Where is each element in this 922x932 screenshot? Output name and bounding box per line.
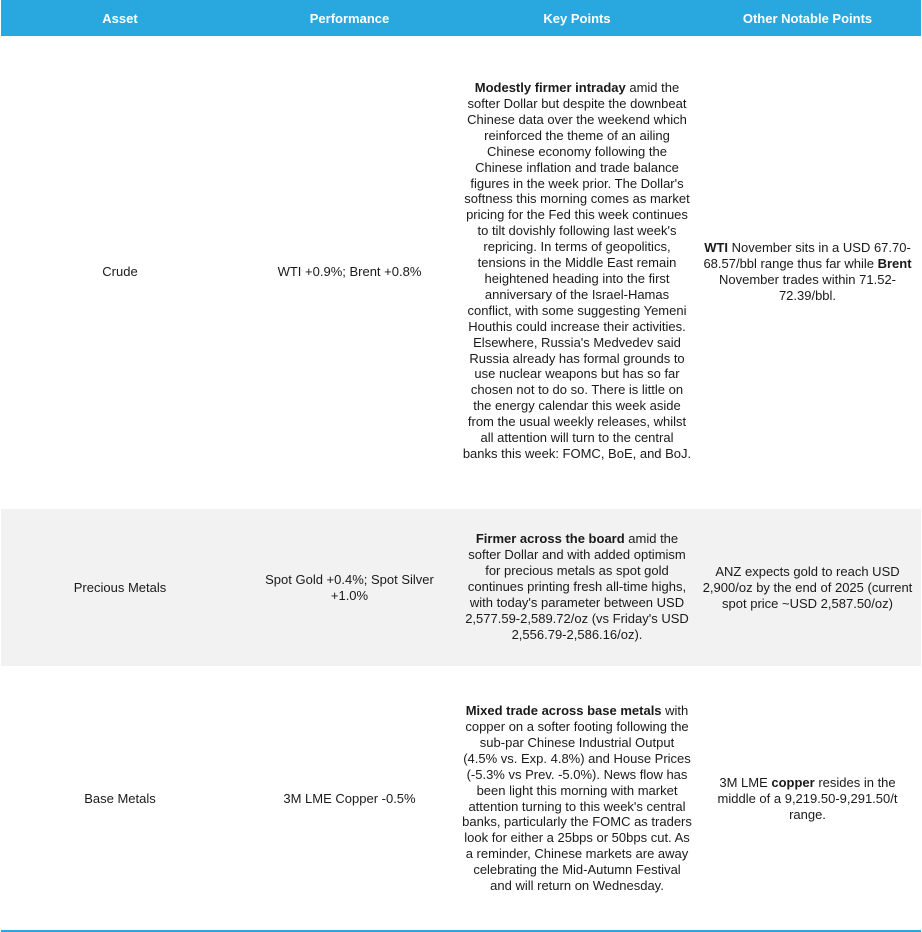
other-points-text: resides in the middle of a 9,219.50-9,291.50/t range.	[717, 775, 898, 822]
other-points-emphasis: WTI	[704, 239, 729, 255]
table-row-precious-metals	[1, 508, 921, 667]
table-row-crude	[1, 36, 921, 508]
other-points-emphasis: Brent	[877, 255, 912, 271]
other-points-emphasis: copper	[771, 775, 815, 790]
key-points-cell	[460, 667, 694, 931]
key-points-text: amid the softer Dollar but despite the downbeat Chinese data over the weekend which reinforced the theme of an ailing Chinese economy following the Chinese inflation and trade balance figures in the week prior. The Dollar's softness this morning comes as market pricing for the Fed this week continues to tilt dovishly following last week's repricing. In terms of geopolitics, tensions in the Middle East remain heightened heading into the first anniversary of the Israel-Hamas conflict, with some suggesting Yemeni Houthis could increase their activities. Elsewhere, Russia's Medvedev said Russia already has formal grounds to use nuclear weapons but has so far chosen not to do so. There is little on the energy calendar this week aside from the usual weekly releases, whilst all attention will turn to the central banks this week: FOMC, BoE, and BoJ.	[462, 80, 692, 461]
key-points-text: amid the softer Dollar and with added optimism for precious metals as spot gold continues printing fresh all-time highs, with today's parameter between USD 2,577.59-2,589.72/oz (vs Friday's USD 2,556.79-2,586.16/oz).	[465, 531, 689, 642]
table-row-base-metals	[1, 667, 921, 931]
asset-cell: Crude	[102, 263, 138, 279]
asset-cell: Base Metals	[1, 667, 239, 931]
performance-cell: 3M LME Copper -0.5%	[239, 667, 460, 931]
table-body	[1, 36, 921, 931]
key-points-text: with copper on a softer footing following the sub-par Chinese Industrial Output (4.5% vs. Exp. 4.8%) and House Prices (-5.3% vs Prev. -5.0%). News flow has been light this morning with market attention turning to this week's central banks, particularly the FOMC as traders look for either a 25bps or 50bps cut. As a reminder, Chinese markets are away celebrating the Mid-Autumn Festival and will return on Wednesday.	[462, 703, 692, 894]
key-points-cell	[460, 508, 694, 667]
key-points-lead: Mixed trade across base metals	[465, 703, 662, 719]
other-points-text: 3M LME	[719, 775, 772, 790]
other-points-cell: ANZ expects gold to reach USD 2,900/oz by the end of 2025 (current spot price ~USD 2,587.50/oz)	[694, 508, 921, 667]
table-header	[1, 0, 921, 36]
header-performance: Performance	[239, 0, 460, 36]
key-points-lead: Modestly firmer intraday	[474, 80, 626, 96]
key-points-lead: Firmer across the board	[475, 531, 625, 547]
other-points-text: November sits in a USD 67.70-68.57/bbl range thus far while	[703, 239, 911, 271]
commodities-table	[1, 0, 921, 932]
asset-cell: Precious Metals	[1, 508, 239, 667]
header-row	[1, 0, 921, 36]
header-key-points: Key Points	[460, 0, 694, 36]
header-asset: Asset	[1, 0, 239, 36]
other-points-text: November trades within 71.52-72.39/bbl.	[718, 271, 897, 303]
other-points-cell	[694, 667, 921, 931]
other-points-cell	[694, 36, 921, 508]
performance-cell: WTI +0.9%; Brent +0.8%	[277, 263, 422, 279]
performance-cell: Spot Gold +0.4%; Spot Silver +1.0%	[239, 508, 460, 667]
key-points-cell	[460, 36, 694, 508]
header-other-points: Other Notable Points	[694, 0, 921, 36]
